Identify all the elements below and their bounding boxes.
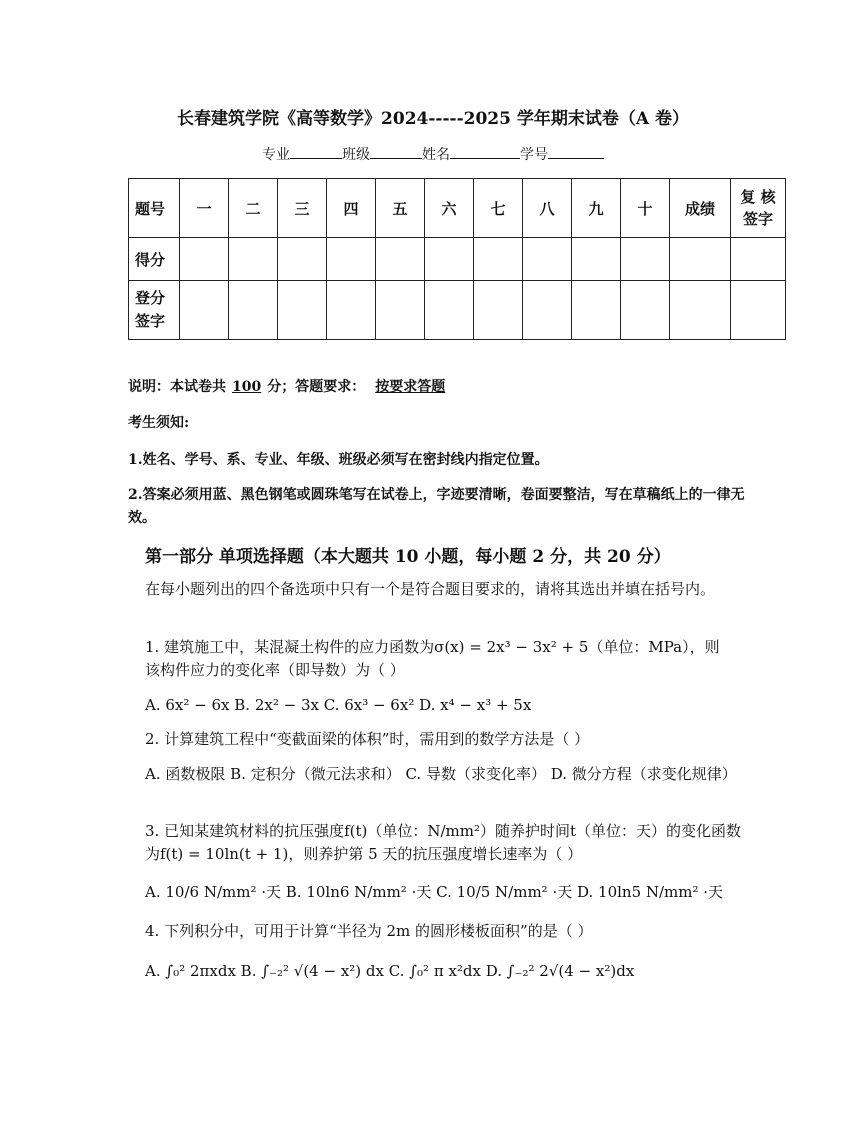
score-cell[interactable] — [229, 238, 278, 281]
id-label: 学号 — [520, 147, 548, 163]
exam-description — [128, 376, 445, 396]
header-cell: 九 — [572, 179, 621, 238]
class-blank[interactable] — [370, 144, 422, 159]
question-3-stem: 3. 已知某建筑材料的抗压强度f(t)（单位：N/mm²）随养护时间t（单位：天）的变化函数为f(t) = 10ln(t + 1)，则养护第 5 天的抗压强度增长速率为（ ） — [145, 822, 742, 863]
score-cell[interactable] — [621, 238, 670, 281]
score-cell[interactable] — [327, 281, 376, 340]
score-cell[interactable] — [572, 281, 621, 340]
score-cell[interactable] — [572, 238, 621, 281]
notice-heading: 考生须知: — [128, 415, 190, 431]
score-cell[interactable] — [327, 238, 376, 281]
name-label: 姓名 — [422, 147, 450, 163]
score-cell[interactable] — [523, 281, 572, 340]
score-cell[interactable] — [425, 281, 474, 340]
notice-item-1: 1.姓名、学号、系、专业、年级、班级必须写在密封线内指定位置。 — [128, 452, 549, 468]
score-cell[interactable] — [670, 281, 731, 340]
header-cell: 成绩 — [670, 179, 731, 238]
table-row — [129, 238, 786, 281]
row-label: 得分 — [129, 238, 180, 281]
student-info-line — [0, 144, 866, 164]
score-cell[interactable] — [621, 281, 670, 340]
header-cell: 复 核 签字 — [731, 179, 786, 238]
score-cell[interactable] — [425, 238, 474, 281]
desc-prefix: 说明：本试卷共 — [128, 379, 226, 395]
score-cell[interactable] — [523, 238, 572, 281]
header-cell: 五 — [376, 179, 425, 238]
score-cell[interactable] — [731, 281, 786, 340]
header-cell: 三 — [278, 179, 327, 238]
table-row — [129, 281, 786, 340]
question-1-options: A. 6x² − 6x B. 2x² − 3x C. 6x³ − 6x² D. x⁴ − x³ + 5x — [145, 696, 532, 714]
major-blank[interactable] — [290, 144, 342, 159]
major-label: 专业 — [262, 147, 290, 163]
class-label: 班级 — [342, 147, 370, 163]
header-cell: 十 — [621, 179, 670, 238]
question-4-options: A. ∫₀² 2πxdx B. ∫₋₂² √(4 − x²) dx C. ∫₀² π x²dx D. ∫₋₂² 2√(4 − x²)dx — [145, 962, 635, 980]
header-cell: 八 — [523, 179, 572, 238]
score-cell[interactable] — [278, 281, 327, 340]
score-cell[interactable] — [731, 238, 786, 281]
question-1-stem: 1. 建筑施工中，某混凝土构件的应力函数为σ(x) = 2x³ − 3x² + 5（单位：MPa），则该构件应力的变化率（即导数）为（ ） — [145, 638, 720, 679]
score-table — [128, 178, 786, 340]
score-cell[interactable] — [474, 238, 523, 281]
id-blank[interactable] — [548, 144, 604, 159]
score-cell[interactable] — [180, 238, 229, 281]
name-blank[interactable] — [450, 144, 520, 159]
exam-title: 长春建筑学院《高等数学》2024-----2025 学年期末试卷（A 卷） — [177, 109, 689, 129]
score-cell[interactable] — [278, 238, 327, 281]
row-label: 登分 签字 — [129, 281, 180, 340]
header-cell: 一 — [180, 179, 229, 238]
total-score: 100 — [232, 379, 262, 395]
desc-mid: 分；答题要求： — [267, 379, 366, 395]
header-cell: 题号 — [129, 179, 180, 238]
score-cell[interactable] — [180, 281, 229, 340]
score-cell[interactable] — [474, 281, 523, 340]
question-2-stem: 2. 计算建筑工程中“变截面梁的体积”时，需用到的数学方法是（ ） — [145, 730, 590, 748]
question-2-options: A. 函数极限 B. 定积分（微元法求和） C. 导数（求变化率） D. 微分方程（求变化规律） — [145, 765, 737, 783]
score-cell[interactable] — [670, 238, 731, 281]
header-cell: 七 — [474, 179, 523, 238]
table-header-row — [129, 179, 786, 238]
part1-instruction: 在每小题列出的四个备选项中只有一个是符合题目要求的，请将其选出并填在括号内。 — [145, 580, 716, 598]
score-cell[interactable] — [376, 281, 425, 340]
header-cell: 六 — [425, 179, 474, 238]
part1-heading: 第一部分 单项选择题（本大题共 10 小题，每小题 2 分，共 20 分） — [145, 547, 671, 567]
score-cell[interactable] — [229, 281, 278, 340]
header-cell: 四 — [327, 179, 376, 238]
question-3-options: A. 10/6 N/mm² ·天 B. 10ln6 N/mm² ·天 C. 10/5 N/mm² ·天 D. 10ln5 N/mm² ·天 — [145, 883, 724, 901]
header-cell: 二 — [229, 179, 278, 238]
notice-item-2: 2.答案必须用蓝、黑色钢笔或圆珠笔写在试卷上，字迹要清晰，卷面要整洁，写在草稿纸上的一律无效。 — [128, 487, 745, 526]
question-4-stem: 4. 下列积分中，可用于计算“半径为 2m 的圆形楼板面积”的是（ ） — [145, 922, 593, 940]
answer-requirement: 按要求答题 — [375, 379, 446, 395]
score-cell[interactable] — [376, 238, 425, 281]
